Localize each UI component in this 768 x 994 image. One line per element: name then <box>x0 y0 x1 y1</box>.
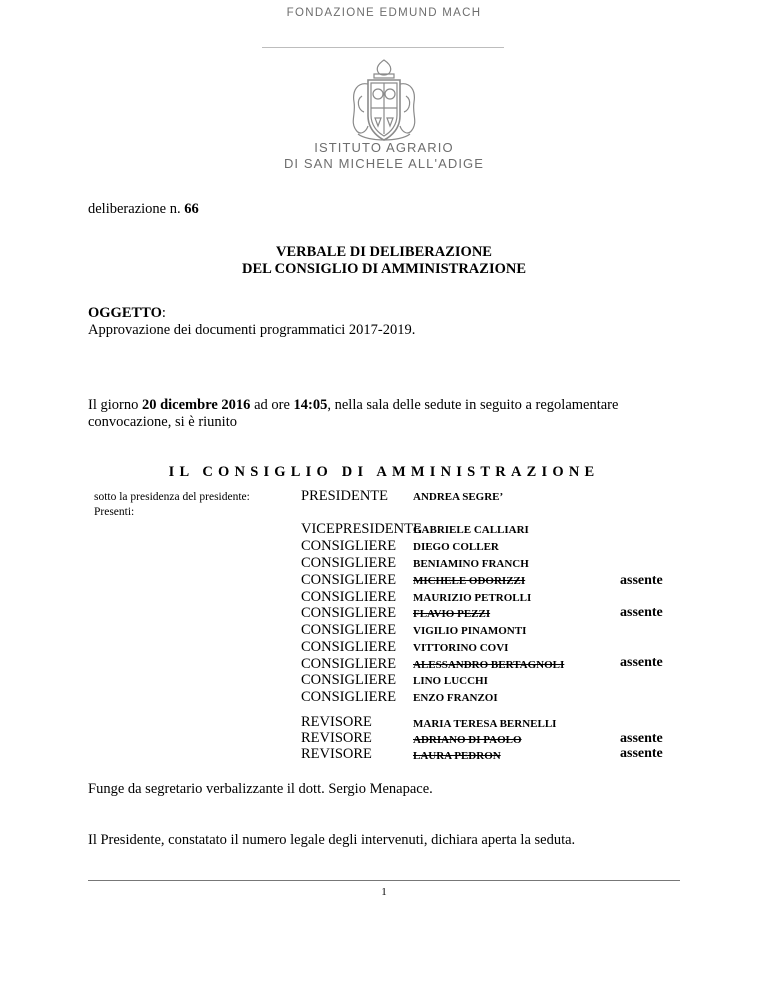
member-role: CONSIGLIERE <box>301 639 397 655</box>
auditor-name-absent: LAURA PEDRON <box>413 750 501 762</box>
member-name: LINO LUCCHI <box>413 675 488 687</box>
footer-rule <box>88 880 680 881</box>
deliberation-number: deliberazione n. 66 <box>88 201 199 217</box>
foundation-name: FONDAZIONE EDMUND MACH <box>286 7 482 19</box>
president-name: ANDREA SEGRE’ <box>413 491 504 503</box>
member-name-absent: FLAVIO PEZZI <box>413 608 491 620</box>
member-name-absent: ALESSANDRO BERTAGNOLI <box>413 659 565 671</box>
auditor-role: REVISORE <box>301 714 372 730</box>
council-heading: IL CONSIGLIO DI AMMINISTRAZIONE <box>168 464 600 480</box>
member-name: DIEGO COLLER <box>413 541 499 553</box>
auditor-role: REVISORE <box>301 746 372 762</box>
member-role: CONSIGLIERE <box>301 572 397 588</box>
absent-status: assente <box>620 746 663 761</box>
page-number: 1 <box>381 886 387 898</box>
member-name: VIGILIO PINAMONTI <box>413 625 527 637</box>
member-role: CONSIGLIERE <box>301 589 397 605</box>
absent-status: assente <box>620 655 663 670</box>
member-name-absent: MICHELE ODORIZZI <box>413 575 526 587</box>
member-role: CONSIGLIERE <box>301 555 397 571</box>
present-label: Presenti: <box>94 506 135 518</box>
subject-text: Approvazione dei documenti programmatici 2017-2019. <box>88 322 416 338</box>
document-title-line2: DEL CONSIGLIO DI AMMINISTRAZIONE <box>241 261 527 277</box>
presidency-label: sotto la presidenza del presidente: <box>94 491 250 503</box>
member-role: CONSIGLIERE <box>301 656 397 672</box>
opening-statement: Il Presidente, constatato il numero legale degli intervenuti, dichiara aperta la seduta. <box>88 832 576 848</box>
absent-status: assente <box>620 605 663 620</box>
subject-label: OGGETTO: <box>88 305 166 321</box>
auditor-name-absent: ADRIANO DI PAOLO <box>413 734 522 746</box>
member-role: CONSIGLIERE <box>301 689 397 705</box>
meeting-paragraph-line1: Il giorno 20 dicembre 2016 ad ore 14:05, nella sala delle sedute in seguito a regolamentare <box>88 397 619 413</box>
auditor-name: MARIA TERESA BERNELLI <box>413 718 557 730</box>
member-role: CONSIGLIERE <box>301 538 397 554</box>
coat-of-arms-logo <box>338 56 430 146</box>
member-role: CONSIGLIERE <box>301 622 397 638</box>
secretary-line: Funge da segretario verbalizzante il dott. Sergio Menapace. <box>88 781 433 797</box>
document-title-line1: VERBALE DI DELIBERAZIONE <box>276 244 492 260</box>
president-role: PRESIDENTE <box>301 488 388 504</box>
meeting-paragraph-line2: convocazione, si è riunito <box>88 414 237 430</box>
member-role: CONSIGLIERE <box>301 605 397 621</box>
member-name: VITTORINO COVI <box>413 642 509 654</box>
member-role: CONSIGLIERE <box>301 672 397 688</box>
member-role: VICEPRESIDENTE <box>301 521 422 537</box>
member-name: ENZO FRANZOI <box>413 692 498 704</box>
member-name: BENIAMINO FRANCH <box>413 558 529 570</box>
member-name: MAURIZIO PETROLLI <box>413 592 532 604</box>
institute-name: ISTITUTO AGRARIO DI SAN MICHELE ALL'ADIGE <box>283 140 485 171</box>
auditor-role: REVISORE <box>301 730 372 746</box>
header-rule <box>262 47 504 48</box>
absent-status: assente <box>620 573 663 588</box>
member-name: GABRIELE CALLIARI <box>413 524 529 536</box>
absent-status: assente <box>620 731 663 746</box>
